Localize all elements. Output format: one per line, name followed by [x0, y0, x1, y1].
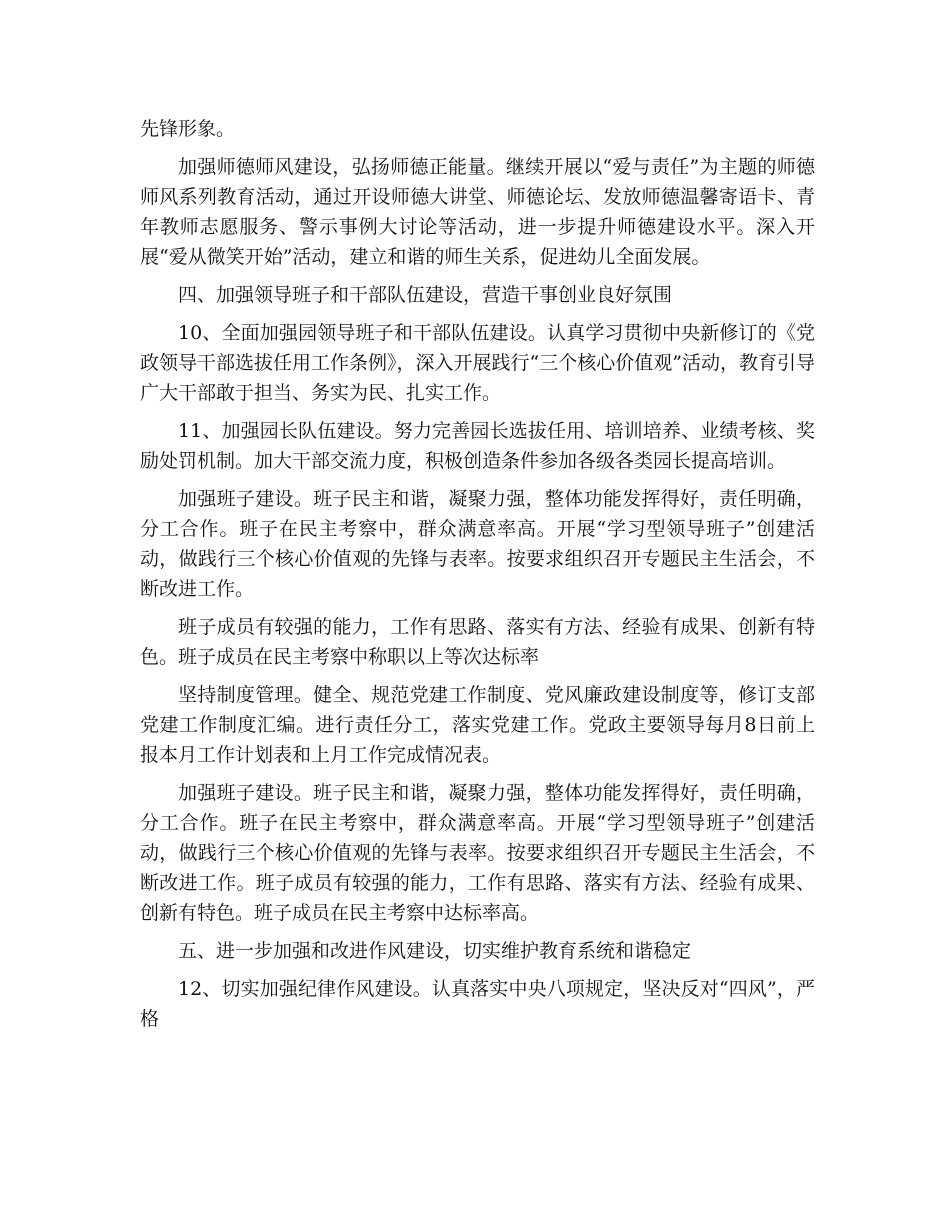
paragraph-system-management: 坚持制度管理。健全、规范党建工作制度、党风廉政建设制度等，修订支部党建工作制度汇编。进行责任分工，落实党建工作。党政主要领导每月8日前上报本月工作计划表和上月工作完成情况表。	[140, 684, 815, 766]
section-heading-five: 五、进一步加强和改进作风建设，切实维护教育系统和谐稳定	[178, 940, 692, 962]
paragraph-teacher-ethics: 加强师德师风建设，弘扬师德正能量。继续开展以“爱与责任”为主题的师德师风系列教育活动，通过开设师德大讲堂、师德论坛、发放师德温馨寄语卡、青年教师志愿服务、警示事例大讨论等活动，进一步提升师德建设水平。深入开展“爱从微笑开始”活动，建立和谐的师生关系，促进幼儿全面发展。	[140, 156, 815, 268]
paragraph-team-building-repeat: 加强班子建设。班子民主和谐，凝聚力强，整体功能发挥得好，责任明确，分工合作。班子在民主考察中，群众满意率高。开展“学习型领导班子”创建活动，做践行三个核心价值观的先锋与表率。按要求组织召开专题民主生活会，不断改进工作。班子成员有较强的能力，工作有思路、落实有方法、经验有成果、创新有特色。班子成员在民主考察中达标率高。	[140, 782, 815, 924]
paragraph-item-12: 12、切实加强纪律作风建设。认真落实中央八项规定，坚决反对“四风”，严格	[140, 978, 815, 1030]
document-body	[140, 114, 815, 1042]
section-heading-four: 四、加强领导班子和干部队伍建设，营造干事创业良好氛围	[178, 284, 673, 306]
paragraph-team-members: 班子成员有较强的能力，工作有思路、落实有方法、经验有成果、创新有特色。班子成员在民主考察中称职以上等次达标率	[140, 616, 815, 668]
paragraph-team-building: 加强班子建设。班子民主和谐，凝聚力强，整体功能发挥得好，责任明确，分工合作。班子在民主考察中，群众满意率高。开展“学习型领导班子”创建活动，做践行三个核心价值观的先锋与表率。按要求组织召开专题民主生活会，不断改进工作。	[140, 488, 815, 600]
paragraph-item-10: 10、全面加强园领导班子和干部队伍建设。认真学习贯彻中央新修订的《党政领导干部选拔任用工作条例》，深入开展践行“三个核心价值观”活动，教育引导广大干部敢于担当、务实为民、扎实工作。	[140, 322, 815, 404]
paragraph-continuation: 先锋形象。	[140, 118, 236, 140]
paragraph-item-11: 11、加强园长队伍建设。努力完善园长选拔任用、培训培养、业绩考核、奖励处罚机制。加大干部交流力度，积极创造条件参加各级各类园长提高培训。	[140, 420, 815, 472]
